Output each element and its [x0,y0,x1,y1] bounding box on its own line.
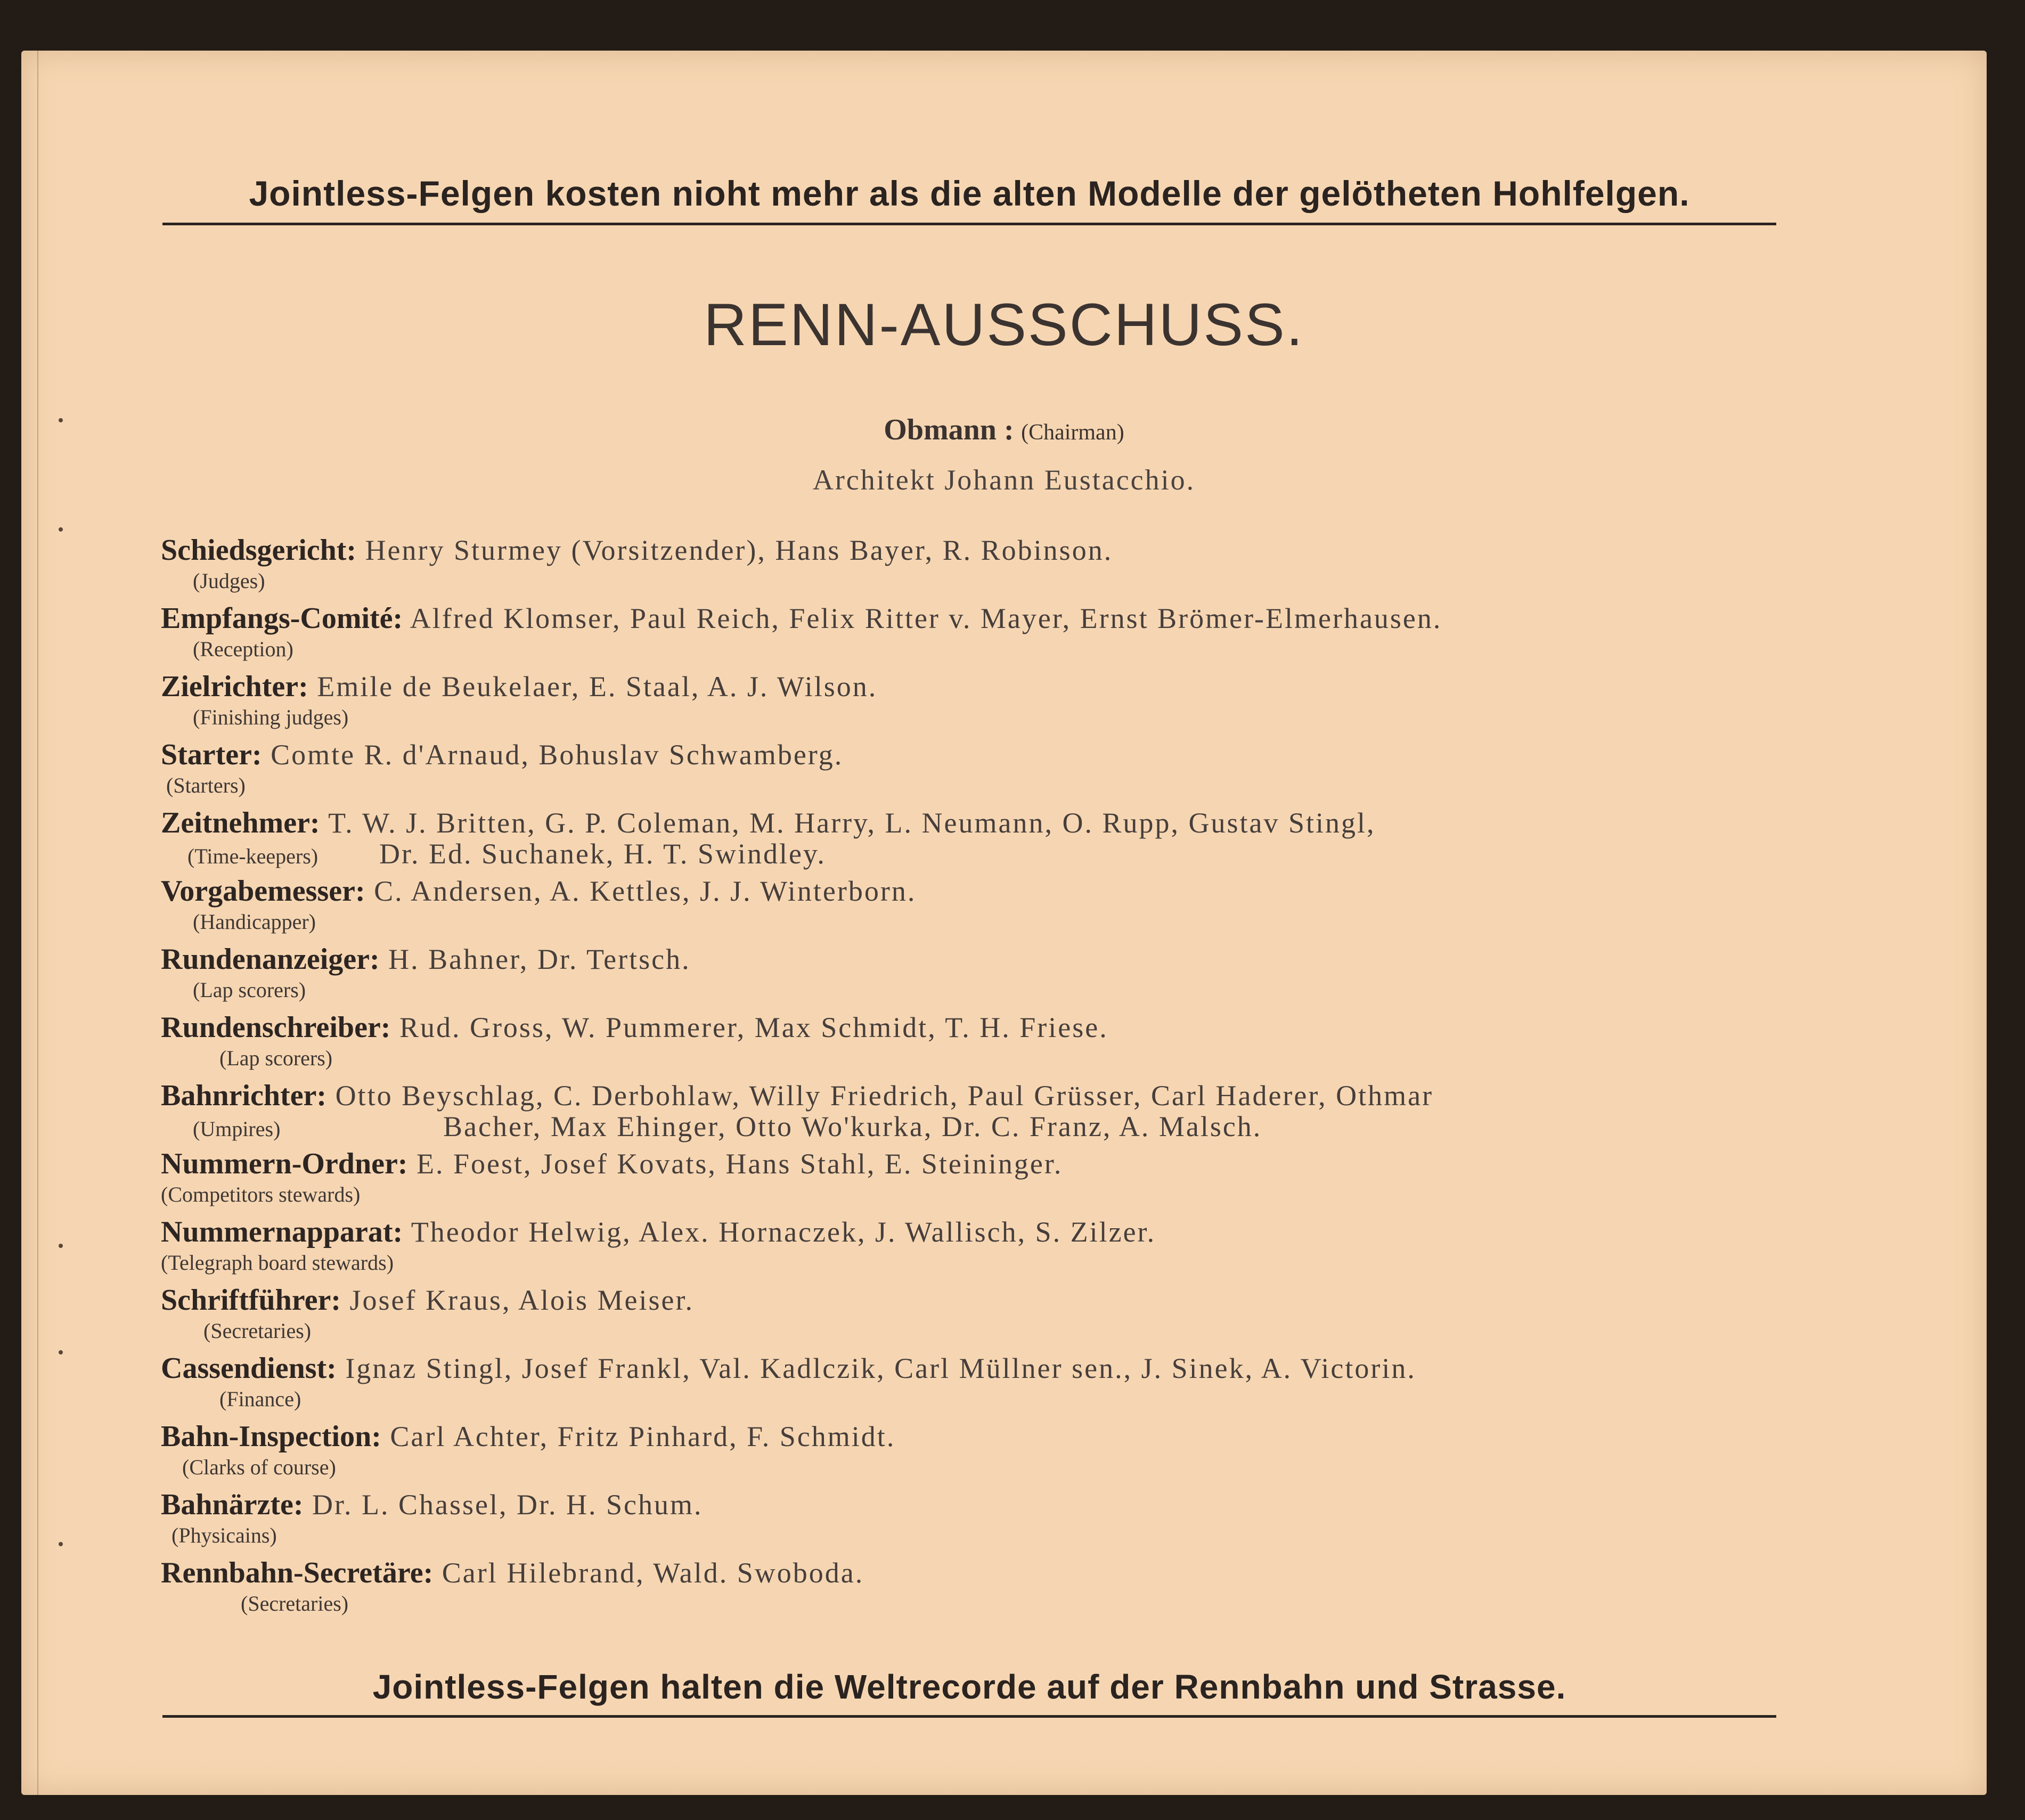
entry-role-english: (Handicapper) [193,910,316,934]
committee-entry [161,1419,1785,1487]
committee-entry [161,805,1785,874]
header-rule [162,223,1776,225]
footer-advertisement: Jointless-Felgen halten die Weltrecorde auf der Rennbahn und Strasse. [372,1668,1566,1706]
entry-names: H. Bahner, Dr. Tertsch. [388,943,691,975]
entry-role-english: (Time-keepers) [187,844,319,868]
entry-role-english: (Competitors stewards) [161,1182,361,1206]
committee-entry [161,874,1785,942]
entry-role: Vorgabemesser: [161,875,365,908]
entry-role-english: (Telegraph board stewards) [161,1251,394,1275]
entry-role-english: (Lap scorers) [193,978,306,1002]
header-advertisement: Jointless-Felgen kosten nioht mehr als die alten Modelle der gelötheten Hohlfelgen. [249,174,1690,213]
committee-entry [161,533,1785,601]
entry-role: Nummern-Ordner: [161,1147,408,1180]
entry-names: Rud. Gross, W. Pummerer, Max Schmidt, T. H. Friese. [399,1011,1108,1043]
entry-role-english: (Finishing judges) [193,705,349,729]
chairman-label [21,413,1987,447]
committee-entry [161,1078,1785,1146]
entry-role: Bahnärzte: [161,1488,304,1521]
entry-names: Ignaz Stingl, Josef Frankl, Val. Kadlczik, Carl Müllner sen., J. Sinek, A. Victorin. [345,1352,1416,1384]
chairman-role-english: (Chairman) [1021,420,1124,445]
committee-entry [161,669,1785,737]
entry-role-english: (Judges) [193,569,265,593]
committee-entry [161,1351,1785,1419]
entry-role-english: (Finance) [219,1387,301,1411]
entry-names: Henry Sturmey (Vorsitzender), Hans Bayer, R. Robinson. [365,534,1113,566]
entry-names: C. Andersen, A. Kettles, J. J. Winterborn. [374,875,917,907]
entry-role: Zielrichter: [161,670,308,703]
committee-entry [161,1487,1785,1555]
entry-names-continued: Bacher, Max Ehinger, Otto Wo'kurka, Dr. C. Franz, A. Malsch. [443,1111,1262,1142]
entry-role: Nummernapparat: [161,1215,403,1248]
page-title: RENN-AUSSCHUSS. [704,291,1304,358]
entry-role: Empfangs-Comité: [161,602,403,635]
entry-names: T. W. J. Britten, G. P. Coleman, M. Harry, L. Neumann, O. Rupp, Gustav Stingl, [328,807,1376,839]
entry-role: Bahnrichter: [161,1079,327,1112]
committee-entry [161,1214,1785,1283]
entry-names: Dr. L. Chassel, Dr. H. Schum. [312,1489,703,1521]
entry-role: Cassendienst: [161,1352,337,1385]
entry-role-english: (Reception) [193,637,293,661]
committee-entry [161,1555,1785,1623]
document-page [21,51,1987,1795]
entry-role: Rundenanzeiger: [161,943,380,976]
entry-role: Schiedsgericht: [161,534,357,567]
entry-role: Bahn-Inspection: [161,1420,381,1453]
entry-role: Zeitnehmer: [161,806,320,839]
entry-names: Emile de Beukelaer, E. Staal, A. J. Wilson. [317,671,878,703]
committee-entry [161,601,1785,669]
entry-names: Otto Beyschlag, C. Derbohlaw, Willy Friedrich, Paul Grüsser, Carl Haderer, Othmar [335,1080,1434,1112]
footer-rule [162,1715,1776,1718]
entry-role-english: (Umpires) [193,1117,281,1141]
entry-role-english: (Starters) [166,773,246,797]
committee-entry [161,1283,1785,1351]
entry-names: Alfred Klomser, Paul Reich, Felix Ritter v. Mayer, Ernst Brömer-Elmerhausen. [410,602,1442,634]
chairman-name: Architekt Johann Eustacchio. [812,464,1196,496]
entry-role: Schriftführer: [161,1284,341,1317]
committee-entry [161,1010,1785,1078]
entry-names-continued: Dr. Ed. Suchanek, H. T. Swindley. [379,838,826,870]
entry-role-english: (Clarks of course) [182,1455,336,1479]
entry-role: Rundenschreiber: [161,1011,391,1044]
committee-entry [161,1146,1785,1214]
entry-role: Rennbahn-Secretäre: [161,1556,434,1589]
entry-names: Theodor Helwig, Alex. Hornaczek, J. Wallisch, S. Zilzer. [411,1216,1156,1248]
committee-entry [161,737,1785,805]
entry-names: Josef Kraus, Alois Meiser. [349,1284,694,1316]
entry-role-english: (Physicains) [172,1523,277,1547]
entry-role-english: (Secretaries) [203,1319,312,1343]
entry-role-english: (Secretaries) [241,1592,349,1615]
entry-role-english: (Lap scorers) [219,1046,333,1070]
entry-names: E. Foest, Josef Kovats, Hans Stahl, E. Steininger. [416,1148,1063,1180]
entry-names: Carl Achter, Fritz Pinhard, F. Schmidt. [390,1421,896,1452]
committee-list [161,533,1785,1623]
entry-names: Comte R. d'Arnaud, Bohuslav Schwamberg. [271,739,844,771]
entry-names: Carl Hilebrand, Wald. Swoboda. [442,1557,864,1589]
committee-entry [161,942,1785,1010]
chairman-role: Obmann : [884,413,1014,446]
entry-role: Starter: [161,738,262,771]
